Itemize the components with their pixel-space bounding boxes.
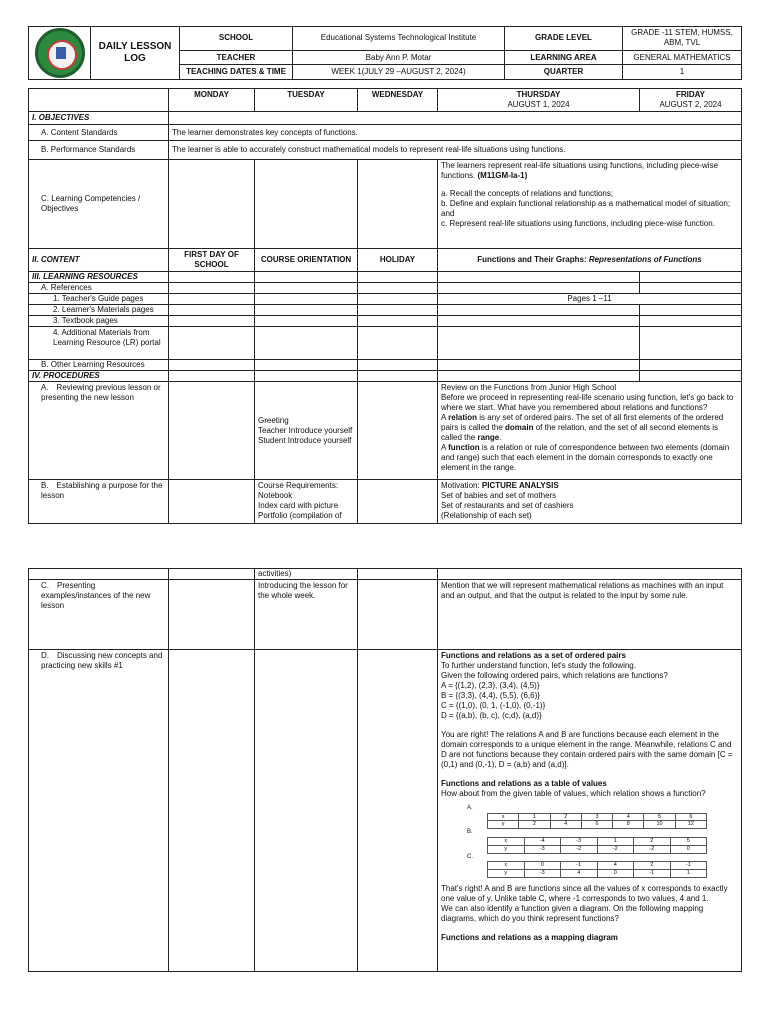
procedure-b-tuesday-continued: activities) [255, 569, 358, 580]
learning-competencies-label: C. Learning Competencies / Objectives [29, 160, 169, 249]
term-range: range [477, 433, 500, 442]
teachers-guide-label: 1. Teacher's Guide pages [29, 294, 169, 305]
value-table-cell: 12 [675, 821, 706, 829]
review-text-4: . A [441, 433, 502, 452]
school-logo-cell [29, 27, 91, 80]
content-tuesday: COURSE ORIENTATION [255, 249, 358, 272]
value-table-cell: 5 [670, 837, 707, 845]
day-thursday [438, 89, 640, 112]
value-table-row-y [488, 869, 707, 877]
value-table [487, 837, 707, 854]
day-monday: MONDAY [169, 89, 255, 112]
grade-level-value: GRADE -11 STEM, HUMSS, ABM, TVL [623, 27, 742, 51]
learners-pages-value: Pages 1 –11 [438, 294, 742, 305]
value-table-row-y [488, 845, 707, 853]
other-resources-label: B. Other Learning Resources [29, 360, 169, 371]
school-label: SCHOOL [180, 27, 293, 51]
lesson-log-table-continued [28, 568, 742, 972]
competency-code: (M11GM-Ia-1) [477, 171, 528, 180]
day-friday-date: AUGUST 2, 2024 [659, 100, 722, 109]
value-table-cell: 1 [519, 813, 550, 821]
day-thursday-name: THURSDAY [516, 90, 561, 99]
table-of-values-answer: That's right! A and B are functions since all the values of x corresponds to exactly one value of y. Unlike table C, where -1 corresponds to two values, 4 and 1. We can also identify a function given a diagram. On the following mapping diagrams, which do you think represent functions? [441, 883, 728, 923]
learning-area-label: LEARNING AREA [505, 50, 623, 65]
resources-heading: III. LEARNING RESOURCES [29, 272, 169, 283]
value-table-cell: -1 [670, 862, 707, 870]
header-table [28, 26, 742, 80]
performance-standards-label: B. Performance Standards [29, 141, 169, 160]
textbook-label: 3. Textbook pages [29, 316, 169, 327]
motivation-body: Set of babies and set of mothers Set of restaurants and set of cashiers (Relationship of each set) [441, 491, 574, 520]
value-table-cell: -4 [524, 837, 561, 845]
value-table-cell: -3 [524, 845, 561, 853]
procedure-a-thursday [438, 382, 742, 480]
table-of-values-question: How about from the given table of values, which relation shows a function? [441, 789, 706, 798]
procedure-b-thursday [438, 480, 742, 524]
value-table-header: y [488, 845, 525, 853]
value-table-header: y [488, 869, 525, 877]
content-standards-label: A. Content Standards [29, 125, 169, 141]
objectives-heading: I. OBJECTIVES [29, 112, 169, 125]
competency-intro: The learners represent real-life situations using functions, including piece-wise functions. [441, 161, 719, 180]
value-table-cell: 4 [613, 813, 644, 821]
content-thursday-prefix: Functions and Their Graphs: [477, 255, 589, 264]
value-table-row-y [488, 821, 707, 829]
ordered-pairs-heading: Functions and relations as a set of ordered pairs [441, 651, 626, 660]
motivation-prefix: Motivation: [441, 481, 482, 490]
day-friday [640, 89, 742, 112]
day-thursday-date: AUGUST 1, 2024 [507, 100, 570, 109]
quarter-label: QUARTER [505, 65, 623, 80]
day-tuesday: TUESDAY [255, 89, 358, 112]
references-label: A. References [29, 283, 169, 294]
content-heading: II. CONTENT [29, 249, 169, 272]
procedure-d-thursday [438, 650, 742, 972]
value-table-cell: -3 [524, 869, 561, 877]
procedure-a-label: A. Reviewing previous lesson or presenting the new lesson [29, 382, 169, 480]
value-table-cell: 10 [644, 821, 675, 829]
content-thursday [438, 249, 742, 272]
dates-label: TEACHING DATES & TIME [180, 65, 293, 80]
learners-materials-label: 2. Learner's Materials pages [29, 305, 169, 316]
competency-list: a. Recall the concepts of relations and functions; b. Define and explain functional relationship as a mathematical model of situation; and c. Represent real-life situations using functions, including piece-wise function. [441, 189, 731, 228]
teacher-label: TEACHER [180, 50, 293, 65]
table-of-values-heading: Functions and relations as a table of values [441, 779, 607, 788]
value-table-cell: 0 [524, 862, 561, 870]
value-table-cell: 2 [550, 813, 581, 821]
value-table-label: A. [467, 805, 473, 811]
value-table [487, 813, 707, 830]
teacher-value: Baby Ann P. Motar [293, 50, 505, 65]
learning-area-value: GENERAL MATHEMATICS [623, 50, 742, 65]
procedure-c-label: C. Presenting examples/instances of the new lesson [29, 580, 169, 650]
content-monday: FIRST DAY OF SCHOOL [169, 249, 255, 272]
value-table-cell: 1 [670, 869, 707, 877]
term-relation: relation [448, 413, 478, 422]
procedure-b-label: B. Establishing a purpose for the lesson [29, 480, 169, 524]
days-row [29, 89, 742, 112]
procedure-a-tuesday: Greeting Teacher Introduce yourself Student Introduce yourself [255, 382, 358, 480]
value-table-label: C. [467, 853, 473, 860]
procedure-d-label: D. Discussing new concepts and practicing new skills #1 [29, 650, 169, 972]
school-value: Educational Systems Technological Institute [293, 27, 505, 51]
value-table-header: x [488, 862, 525, 870]
value-table-cell: 8 [613, 821, 644, 829]
procedure-c-thursday: Mention that we will represent mathematical relations as machines with an input and an output, and that the output is related to the input by some rule. [438, 580, 742, 650]
value-table-cell: 0 [597, 869, 634, 877]
dll-title: DAILY LESSON LOG [91, 27, 180, 80]
value-table-cell: 4 [597, 862, 634, 870]
value-table-row-x [488, 837, 707, 845]
value-table-header: x [488, 837, 525, 845]
value-table-cell: -3 [561, 837, 598, 845]
motivation-title: PICTURE ANALYSIS [481, 481, 559, 490]
review-text-3: of the relation, and the set of all second elements is called the [441, 423, 719, 442]
content-standards-value: The learner demonstrates key concepts of functions. [169, 125, 742, 141]
value-table-header: x [488, 813, 519, 821]
value-table-cell: 3 [581, 813, 612, 821]
school-seal-icon [35, 28, 85, 78]
value-table-cell: 4 [550, 821, 581, 829]
value-table-cell: 4 [561, 869, 598, 877]
value-table-cell: 0 [670, 845, 707, 853]
performance-standards-value: The learner is able to accurately construct mathematical models to represent real-life situations using functions. [169, 141, 742, 160]
quarter-value: 1 [623, 65, 742, 80]
grade-level-label: GRADE LEVEL [505, 27, 623, 51]
value-table-cell: 2 [519, 821, 550, 829]
review-text-1: Review on the Functions from Junior High School Before we proceed in representing real-life scenario using function, let's go back to where we start. What have you remembered about relations and functions? A [441, 383, 734, 422]
value-table-cell: 1 [597, 837, 634, 845]
value-table-cell: 5 [644, 813, 675, 821]
term-function: function [448, 443, 480, 452]
value-table-label: B. [467, 829, 473, 836]
value-table-row-x [488, 813, 707, 821]
procedures-heading: IV. PROCEDURES [29, 371, 169, 382]
value-table-row-x [488, 862, 707, 870]
value-table-cell: 6 [675, 813, 706, 821]
content-thursday-topic: Representations of Functions [588, 255, 702, 264]
review-text-5: is a relation or rule of correspondence between two elements (domain and range) such that each element in the domain corresponds to exactly one element in the range. [441, 443, 730, 472]
value-table-cell: 6 [581, 821, 612, 829]
procedure-c-tuesday: Introducing the lesson for the whole week. [255, 580, 358, 650]
value-table-cell: 2 [634, 837, 671, 845]
day-friday-name: FRIDAY [675, 90, 706, 99]
value-table-cell: -2 [561, 845, 598, 853]
value-tables [441, 805, 738, 878]
day-wednesday: WEDNESDAY [358, 89, 438, 112]
learning-competencies-value [438, 160, 742, 249]
review-text-2: is any set of ordered pairs. The set of all first elements of the ordered pairs is called the [441, 413, 724, 432]
value-table-cell: -2 [597, 845, 634, 853]
term-domain: domain [505, 423, 534, 432]
content-wednesday: HOLIDAY [358, 249, 438, 272]
ordered-pairs-answer: You are right! The relations A and B are functions because each element in the domain corresponds to a unique element in the range. Meanwhile, relations C and D are not functions because they contain ordered pairs with the same domain [C = (0,1) and (0,-1), D = (a,b) and (a,d)]. [441, 730, 733, 769]
dates-value: WEEK 1(JULY 29 –AUGUST 2, 2024) [293, 65, 505, 80]
value-table-cell: -1 [561, 862, 598, 870]
additional-materials-label: 4. Additional Materials from Learning Resource (LR) portal [29, 327, 169, 360]
procedure-b-tuesday: Course Requirements: Notebook Index card with picture Portfolio (compilation of [255, 480, 358, 524]
ordered-pairs-text: To further understand function, let's study the following. Given the following ordered pairs, which relations are functions? A = {(1,2), (2,3), (3,4), (4,5)} B = {(3,3), (4,4), (5,5), (6,6)} C = {(1,0), (0, 1, (-1,0), (0,-1)} D = {(a,b), (b, c), (c,d), (a,d)} [441, 661, 668, 720]
lesson-log-table [28, 88, 742, 524]
mapping-diagram-heading: Functions and relations as a mapping diagram [441, 932, 618, 942]
value-table-cell: 2 [634, 862, 671, 870]
value-table [487, 861, 707, 878]
value-table-cell: -2 [634, 845, 671, 853]
value-table-header: y [488, 821, 519, 829]
value-table-cell: -1 [634, 869, 671, 877]
